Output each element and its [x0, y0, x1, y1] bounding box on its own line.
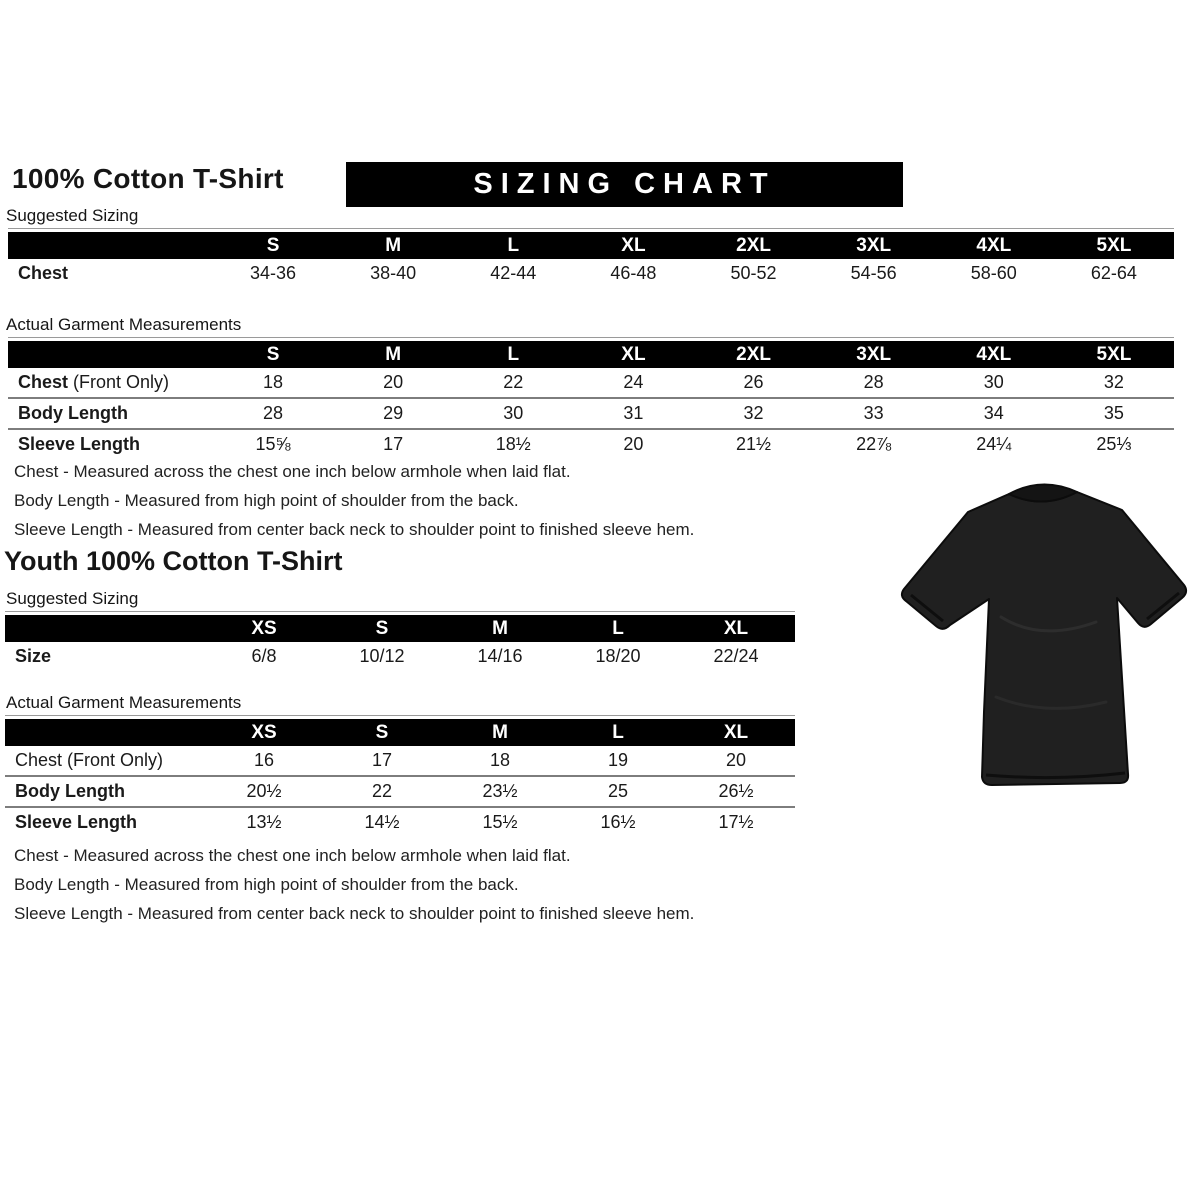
- cell-value: 22: [503, 372, 524, 392]
- cell-value: 10/12: [359, 646, 405, 666]
- column-header-xs: XS: [251, 721, 277, 743]
- cell-value: 20: [623, 434, 644, 454]
- column-header-s: S: [266, 234, 280, 256]
- table-row: [8, 368, 1174, 397]
- table-row: [8, 397, 1174, 428]
- cell-value: 17½: [718, 812, 754, 832]
- table-row: [5, 806, 795, 837]
- cell-value: 26: [743, 372, 764, 392]
- youth-suggested-sizing-label: Suggested Sizing: [6, 589, 139, 608]
- cell-value: 22: [371, 781, 393, 801]
- adult-suggested-sizing-label: Suggested Sizing: [6, 206, 139, 225]
- cell-value: 50-52: [730, 263, 777, 283]
- row-label: Size: [15, 646, 52, 666]
- row-label: Chest (Front Only): [15, 750, 164, 770]
- cell-value: 54-56: [850, 263, 897, 283]
- column-header-s: S: [375, 721, 389, 743]
- column-header-3xl: 3XL: [856, 343, 892, 365]
- row-label: Chest: [18, 263, 69, 283]
- cell-value: 35: [1103, 403, 1124, 423]
- cell-value: 13½: [246, 812, 282, 832]
- cell-value: 33: [863, 403, 884, 423]
- sizing-chart-banner: SIZING CHART: [346, 162, 903, 207]
- adult-garment-measurements-table: [8, 337, 1174, 459]
- table-row: [8, 428, 1174, 459]
- cell-value: 24¼: [976, 434, 1012, 454]
- column-header-xl: XL: [723, 721, 749, 743]
- cell-value: 42-44: [490, 263, 537, 283]
- cell-value: 15⅝: [255, 434, 291, 454]
- cell-value: 20: [725, 750, 747, 770]
- column-header-xl: XL: [723, 617, 749, 639]
- cell-value: 14/16: [477, 646, 523, 666]
- table-header-row: [8, 232, 1174, 259]
- cell-value: 28: [863, 372, 884, 392]
- cell-value: 18½: [495, 434, 531, 454]
- cell-value: 16½: [600, 812, 636, 832]
- cell-value: 6/8: [251, 646, 277, 666]
- cell-value: 28: [263, 403, 284, 423]
- column-header-m: M: [492, 617, 508, 639]
- table-row: [8, 259, 1174, 288]
- cell-value: 21½: [736, 434, 772, 454]
- cell-value: 38-40: [370, 263, 417, 283]
- table-header-row: [5, 615, 795, 642]
- cell-value: 20½: [246, 781, 282, 801]
- column-header-xl: XL: [621, 343, 646, 365]
- cell-value: 19: [607, 750, 629, 770]
- column-header-5xl: 5XL: [1096, 343, 1132, 365]
- cell-value: 25⅓: [1096, 434, 1132, 454]
- cell-value: 34: [983, 403, 1004, 423]
- cell-value: 32: [743, 403, 764, 423]
- cell-value: 22/24: [713, 646, 759, 666]
- column-header-m: M: [385, 234, 402, 256]
- cell-value: 18: [489, 750, 511, 770]
- cell-value: 14½: [364, 812, 400, 832]
- row-label: Chest (Front Only): [18, 372, 170, 392]
- youth-garment-measurements-table: [5, 715, 795, 837]
- youth-page-title: Youth 100% Cotton T-Shirt: [4, 546, 343, 576]
- column-header-2xl: 2XL: [736, 234, 771, 256]
- row-label: Sleeve Length: [15, 812, 138, 832]
- note-line: Chest - Measured across the chest one inch below armhole when laid flat.: [14, 846, 571, 865]
- cell-value: 23½: [482, 781, 518, 801]
- column-header-3xl: 3XL: [856, 234, 892, 256]
- page-title: 100% Cotton T-Shirt: [12, 163, 284, 194]
- adult-garment-measurements-label: Actual Garment Measurements: [6, 315, 242, 334]
- cell-value: 46-48: [610, 263, 657, 283]
- youth-suggested-sizing-table: [5, 611, 795, 671]
- column-header-s: S: [375, 617, 389, 639]
- column-header-l: L: [507, 234, 520, 256]
- cell-value: 34-36: [250, 263, 297, 283]
- row-label: Body Length: [18, 403, 128, 423]
- cell-value: 18/20: [595, 646, 641, 666]
- row-label: Sleeve Length: [18, 434, 141, 454]
- cell-value: 20: [383, 372, 404, 392]
- cell-value: 58-60: [970, 263, 1017, 283]
- column-header-l: L: [612, 617, 624, 639]
- cell-value: 30: [983, 372, 1004, 392]
- tshirt-body: [902, 492, 1186, 785]
- cell-value: 22⅞: [856, 434, 892, 454]
- note-line: Body Length - Measured from high point of shoulder from the back.: [14, 875, 519, 894]
- column-header-2xl: 2XL: [736, 343, 771, 365]
- cell-value: 18: [263, 372, 284, 392]
- column-header-l: L: [507, 343, 520, 365]
- cell-value: 25: [607, 781, 629, 801]
- table-row: [5, 775, 795, 806]
- table-row: [5, 746, 795, 775]
- youth-garment-measurements-label: Actual Garment Measurements: [6, 693, 242, 712]
- column-header-xl: XL: [621, 234, 646, 256]
- table-row: [5, 642, 795, 671]
- black-tshirt-photo: [891, 467, 1200, 819]
- column-header-m: M: [385, 343, 402, 365]
- table-header-row: [5, 719, 795, 746]
- cell-value: 15½: [482, 812, 518, 832]
- note-line: Sleeve Length - Measured from center back neck to shoulder point to finished sleeve hem.: [14, 904, 695, 923]
- column-header-s: S: [266, 343, 280, 365]
- cell-value: 32: [1103, 372, 1124, 392]
- cell-value: 30: [503, 403, 524, 423]
- note-line: Body Length - Measured from high point of shoulder from the back.: [14, 491, 519, 510]
- column-header-xs: XS: [251, 617, 277, 639]
- cell-value: 29: [383, 403, 404, 423]
- youth-measurement-notes: [14, 841, 694, 928]
- cell-value: 17: [371, 750, 393, 770]
- cell-value: 24: [623, 372, 644, 392]
- column-header-5xl: 5XL: [1096, 234, 1132, 256]
- cell-value: 31: [623, 403, 644, 423]
- column-header-m: M: [492, 721, 508, 743]
- column-header-4xl: 4XL: [976, 343, 1012, 365]
- note-line: Sleeve Length - Measured from center back neck to shoulder point to finished sleeve hem.: [14, 520, 695, 539]
- cell-value: 16: [253, 750, 275, 770]
- column-header-4xl: 4XL: [976, 234, 1012, 256]
- column-header-l: L: [612, 721, 624, 743]
- adult-suggested-sizing-table: [8, 228, 1174, 288]
- note-line: Chest - Measured across the chest one inch below armhole when laid flat.: [14, 462, 571, 481]
- cell-value: 17: [383, 434, 404, 454]
- cell-value: 26½: [718, 781, 754, 801]
- table-header-row: [8, 341, 1174, 368]
- adult-measurement-notes: [14, 457, 694, 544]
- row-label: Body Length: [15, 781, 125, 801]
- cell-value: 62-64: [1090, 263, 1137, 283]
